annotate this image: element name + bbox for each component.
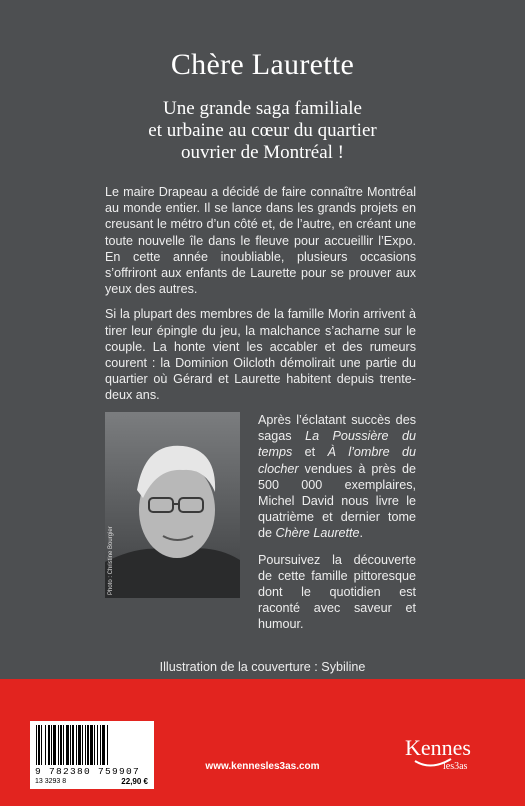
bio-text: vendues à près de 500 000 exemplaires, Michel David nous livre le quatrième et dernier tome de — [258, 461, 416, 541]
isbn-number: 9 782380 759907 — [35, 766, 141, 777]
bio-paragraph — [258, 412, 416, 542]
bio-paragraph: Poursuivez la découverte de cette famille pittoresque dont le quotidien est raconté avec saveur et humour. — [258, 552, 416, 632]
publisher-logo — [405, 735, 490, 780]
barcode-label — [30, 721, 154, 789]
publisher-name: Kennes — [405, 735, 471, 760]
product-code: 13 3293 8 — [35, 778, 67, 785]
tagline-line: Une grande saga familiale — [163, 98, 362, 119]
illustration-credit: Illustration de la couverture : Sybiline — [159, 660, 366, 674]
tagline — [0, 98, 525, 164]
synopsis — [105, 184, 416, 413]
publisher-imprint: les3as — [443, 761, 468, 772]
book-reference: À l’ombre du clocher — [258, 445, 416, 476]
price: 22,90 € — [121, 777, 148, 786]
synopsis-paragraph: Le maire Drapeau a décidé de faire connaître Montréal au monde entier. Il se lance dans les grands projets en creusant le métro d’un côté et, de l’autre, en créant une toute nouvelle île dans le fleuve pour accueillir l’Expo. En cette année inoubliable, plusieurs occasions s’offriront aux enfants de Laurette pour se prouver aux yeux des autres. — [105, 185, 416, 297]
bio-text: Après l’éclatant succès des sagas — [258, 413, 416, 444]
author-bio — [258, 412, 416, 643]
bio-text: et — [292, 445, 328, 460]
author-portrait-icon — [105, 412, 240, 598]
tagline-line: et urbaine au cœur du quartier — [148, 120, 377, 141]
publisher-url[interactable]: www.kennesles3as.com — [205, 761, 320, 772]
book-title: Chère Laurette — [170, 48, 355, 81]
photo-credit: Photo : Christine Bourgier — [108, 526, 114, 595]
bio-text: . — [359, 526, 364, 541]
author-photo — [105, 412, 240, 598]
book-reference: La Poussière du temps — [258, 429, 416, 460]
tagline-line: ouvrier de Montréal ! — [180, 142, 345, 163]
book-reference: Chère Laurette — [275, 526, 360, 541]
synopsis-paragraph: Si la plupart des membres de la famille Morin arrivent à tirer leur épingle du jeu, la malchance s’acharne sur le couple. La honte vient les accabler et des rumeurs courent : la Dominion Oilcloth démolirait une partie du quartier où Gérard et Laurette habitent depuis trente-deux ans. — [105, 307, 416, 403]
